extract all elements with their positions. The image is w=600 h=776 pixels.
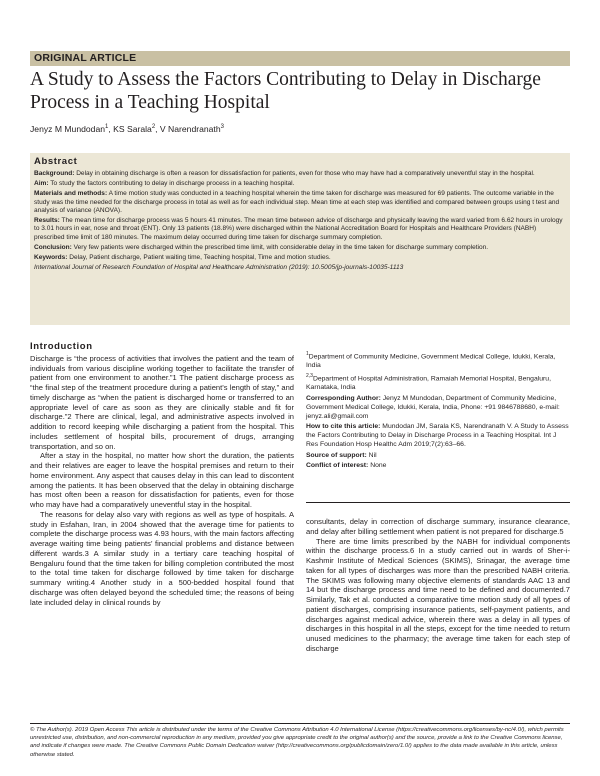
introduction-paragraph-2: After a stay in the hospital, no matter how short the duration, the patients and their relatives are eager to leave the hospital premises and return to their home environment. Any aspect that causes delay in this can lead to discontent among the patients. It has been observed that the delay in obtaining discharge has most often been a reason for dissatisfaction for patients, even for those who may have had a comparatively uneventful stay in the hospital. bbox=[30, 451, 294, 509]
abstract-citation: International Journal of Research Foundation of Hospital and Healthcare Administration (2019): 10.5005/jp-journals-10035-1113 bbox=[34, 264, 404, 272]
corresponding-author: Corresponding Author: Jenyz M Mundodan, Department of Community Medicine, Government Medical College, Idukki, Kerala, India, Phone: +91 9846788680, e-mail: jenyz.ali@gmail.com bbox=[306, 394, 560, 420]
abstract-results: Results: The mean time for discharge process was 5 hours 41 minutes. The mean time between advice of discharge and physically leaving the ward varied from 6.62 hours in urology to 3.01 hours in ear, nose and throat (ENT). Only 13 patients (18.8%) were discharged within the National Accreditation Board for Hospitals and Healthcare Providers (NABH) prescribed time limit of 180 minutes. The maximum delay occurred during time taken for discharge summary completion. bbox=[34, 217, 563, 241]
abstract-body bbox=[34, 170, 566, 274]
abstract-background: Background: Delay in obtaining discharge is often a reason for dissatisfaction for patients, even for those who may have had a comparatively uneventful stay in the hospital. bbox=[34, 170, 535, 177]
introduction-heading: Introduction bbox=[30, 341, 93, 352]
source-of-support: Source of support: Nil bbox=[306, 451, 377, 459]
abstract-keywords: Keywords: Delay, Patient discharge, Patient waiting time, Teaching hospital, Time and motion studies. bbox=[34, 254, 331, 262]
article-title: A Study to Assess the Factors Contributing to Delay in Discharge Process in a Teaching Hospital bbox=[30, 69, 541, 113]
affiliations-separator bbox=[306, 502, 570, 503]
abstract-heading: Abstract bbox=[34, 156, 78, 167]
article-type: ORIGINAL ARTICLE bbox=[34, 52, 137, 64]
affiliation-2: $^{2,3}$Department of Hospital Administration, Ramaiah Memorial Hospital, Bengaluru, Karnataka, India bbox=[306, 372, 551, 392]
introduction-paragraph-1: Discharge is “the process of activities that involves the patient and the team of individuals from various discipline working together to facilitate the transfer of patient from one environment to another.”1 The patient discharge process as “the final step of the treatment procedure during a patient’s length of stay,” and timely discharge as “when the patient is discharged home or transferred to an appropriate level of care as soon as they are clinically stable and fit for discharge.”2 There are clinical, legal, and administrative aspects involved in addition to record keeping while discharging a patient from the hospital. This includes settlement of hospital bills, procurement of drugs, arranging transportation, and so on. bbox=[30, 353, 294, 451]
introduction-paragraph-3: The reasons for delay also vary with regions as well as type of hospitals. A study in Esfahan, Iran, in 2004 showed that the average time for patients to complete the discharge process was 4.93 hours, with the main factors affecting average waiting time being patients’ financial problems and distance between different wards.3 A similar study in a tertiary care teaching hospital of Bengaluru found that the time taken for billing completion contributed the most to the total time taken for discharge followed by time taken for discharge summary writing.4 Another study in a 500-bedded hospital found that discharge was often delayed beyond the scheduled time; the reasons of being late included delay in clinical rounds by bbox=[30, 509, 294, 607]
abstract-aim: Aim: To study the factors contributing to delay in discharge process in a teaching hospital. bbox=[34, 180, 295, 188]
affiliations-box bbox=[306, 350, 570, 472]
affiliation-1: $^1$Department of Community Medicine, Government Medical College, Idukki, Kerala, India bbox=[306, 351, 556, 370]
right-paragraph-1: consultants, delay in correction of discharge summary, insurance clearance, and delay after billing settlement when patient is not prepared for discharge.5 bbox=[306, 517, 570, 536]
how-to-cite: How to cite this article: Mundodan JM, Sarala KS, Narendranath V. A Study to Assess the Factors Contributing to Delay in Discharge Process in a Teaching Hospital. Int J Res Foundation Hosp Healthc Adm 2019;7(2):63–66. bbox=[306, 423, 569, 449]
author-list bbox=[30, 124, 224, 134]
abstract-methods: Materials and methods: A time motion study was conducted in a teaching hospital wherein the time taken for discharge was measured for 69 patients. The outcome variable in the study was the time needed for the discharge process in total as well as for each individual step. Mean time at each step was identified and compared between groups using t test and analysis of variance (ANOVA). bbox=[34, 190, 560, 214]
author-2: , KS Sarala bbox=[108, 124, 152, 134]
license-footer: © The Author(s). 2019 Open Access This article is distributed under the terms of the Creative Commons Attribution 4.0 International License (https://creativecommons.org/licenses/by-nc/4.0/), which permits unrestricted use, distribution, and non-commercial reproduction in any medium, provided you give appropriate credit to the original author(s) and the source, provide a link to the Creative Commons license, and indicate if changes were made. The Creative Commons Public Domain Dedication waiver (http://creativecommons.org/publicdomain/zero/1.0/) applies to the data made available in this article, unless otherwise stated. bbox=[30, 727, 564, 758]
author-2-affiliation: 2 bbox=[151, 124, 156, 131]
introduction-continued-column bbox=[306, 517, 570, 654]
conflict-of-interest: Conflict of interest: None bbox=[306, 462, 387, 470]
footer-rule bbox=[30, 723, 570, 724]
abstract-conclusion: Conclusion: Very few patients were discharged within the prescribed time limit, with considerable delay in the time taken for discharge summary completion. bbox=[34, 243, 489, 251]
introduction-column bbox=[30, 342, 294, 607]
author-3-affiliation: 3 bbox=[220, 124, 224, 131]
right-paragraph-2: There are time limits prescribed by the NABH for individual components within the discharge process.6 In a study carried out in wards of Sher-i-Kashmir Institute of Medical Sciences (SKIMS), Srinagar, the average time taken for all types of discharges was more than the prescribed NABH criteria. The SKIMS was following many objective elements of standards AAC 13 and 14 but the discharge process and time need to be defined and documented.7 Similarly, Tak et al. conducted a comparative time motion study of all types of patient discharges, comprising insurance patients, self-payment patients, and discharges against medical advice, wherein there was a delay in all types of discharges in this hospital in all the steps, except for the time needed to return unused medicines to the pharmacy; the average time taken for each step of discharge bbox=[306, 536, 570, 653]
author-1-affiliation: 1 bbox=[105, 124, 109, 131]
author-1: Jenyz M Mundodan bbox=[30, 124, 105, 134]
author-3: , V Narendranath bbox=[155, 124, 221, 134]
